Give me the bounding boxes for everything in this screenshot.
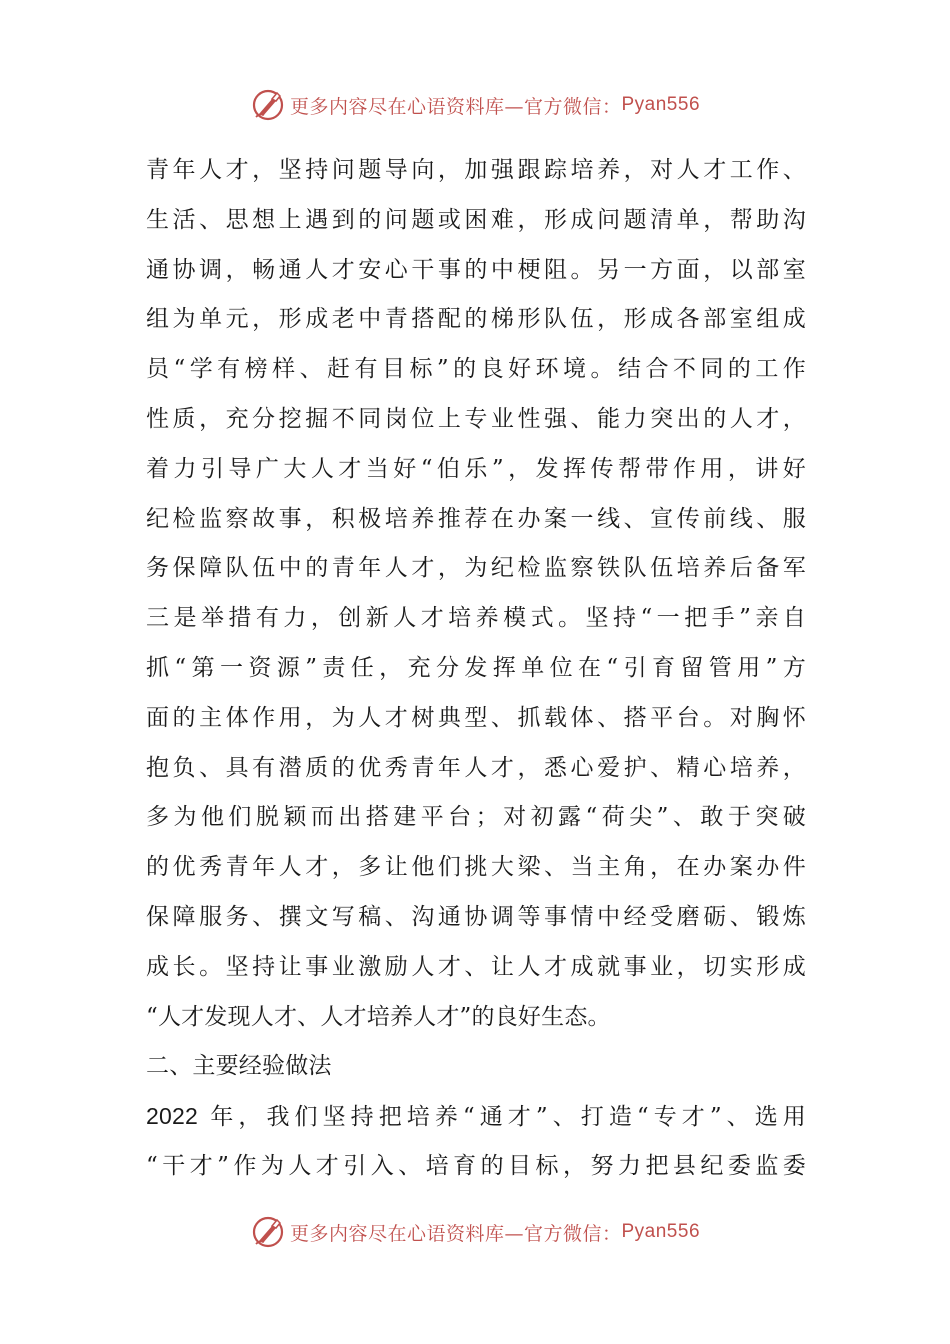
footer-banner bbox=[0, 1207, 950, 1257]
body-line: 保障服务、撰文写稿、沟通协调等事情中经受磨砺、锻炼 bbox=[146, 903, 806, 930]
section-heading: 二、主要经验做法 bbox=[146, 1053, 332, 1080]
header-banner-text: 更多内容尽在心语资料库—官方微信： bbox=[289, 95, 622, 118]
body-line: 面的主体作用，为人才树典型、抓载体、搭平台。对胸怀 bbox=[146, 704, 806, 731]
body-line: 多为他们脱颖而出搭建平台；对初露“荷尖”、敢于突破 bbox=[146, 804, 806, 831]
year-line-text: 年，我们坚持把培养“通才”、打造“专才”、选用 bbox=[197, 1104, 806, 1131]
body-line: 纪检监察故事，积极培养推荐在办案一线、宣传前线、服 bbox=[146, 505, 806, 532]
footer-banner-text: 更多内容尽在心语资料库—官方微信： bbox=[289, 1222, 622, 1245]
body-line: 的优秀青年人才，多让他们挑大梁、当主角，在办案办件 bbox=[146, 854, 806, 881]
header-banner-content bbox=[250, 87, 700, 123]
header-banner-id: Pyan556 bbox=[621, 94, 701, 115]
body-line: 抓“第一资源”责任，充分发挥单位在“引育留管用”方 bbox=[146, 654, 806, 681]
body-line: 三是举措有力，创新人才培养模式。坚持“一把手”亲自 bbox=[146, 605, 806, 632]
pen-logo-icon bbox=[250, 87, 286, 123]
body-line: 务保障队伍中的青年人才，为纪检监察铁队伍培养后备军 bbox=[146, 555, 806, 582]
body-line: 员“学有榜样、赶有目标”的良好环境。结合不同的工作 bbox=[146, 356, 806, 383]
body-line: 着力引导广大人才当好“伯乐”，发挥传帮带作用，讲好 bbox=[146, 455, 806, 482]
body-line: 组为单元，形成老中青搭配的梯形队伍，形成各部室组成 bbox=[146, 306, 806, 333]
footer-banner-id: Pyan556 bbox=[621, 1221, 701, 1242]
header-banner bbox=[0, 80, 950, 130]
pen-logo-icon bbox=[250, 1214, 286, 1250]
body-line: 性质，充分挖掘不同岗位上专业性强、能力突出的人才， bbox=[146, 405, 806, 432]
footer-banner-content bbox=[250, 1214, 700, 1250]
body-line: 通协调，畅通人才安心干事的中梗阻。另一方面，以部室 bbox=[146, 256, 806, 283]
body-line-year bbox=[146, 1092, 806, 1142]
year-number: 2022 bbox=[146, 1103, 198, 1130]
document-body bbox=[146, 146, 806, 1192]
body-line: “人才发现人才、人才培养人才”的良好生态。 bbox=[146, 1003, 611, 1030]
body-line: 青年人才，坚持问题导向，加强跟踪培养，对人才工作、 bbox=[146, 157, 806, 183]
body-line: 生活、思想上遇到的问题或困难，形成问题清单，帮助沟 bbox=[146, 206, 806, 233]
body-line: “干才”作为人才引入、培育的目标，努力把县纪委监委 bbox=[146, 1152, 806, 1179]
body-line: 成长。坚持让事业激励人才、让人才成就事业，切实形成 bbox=[146, 953, 806, 980]
body-line: 抱负、具有潜质的优秀青年人才，悉心爱护、精心培养， bbox=[146, 754, 806, 781]
